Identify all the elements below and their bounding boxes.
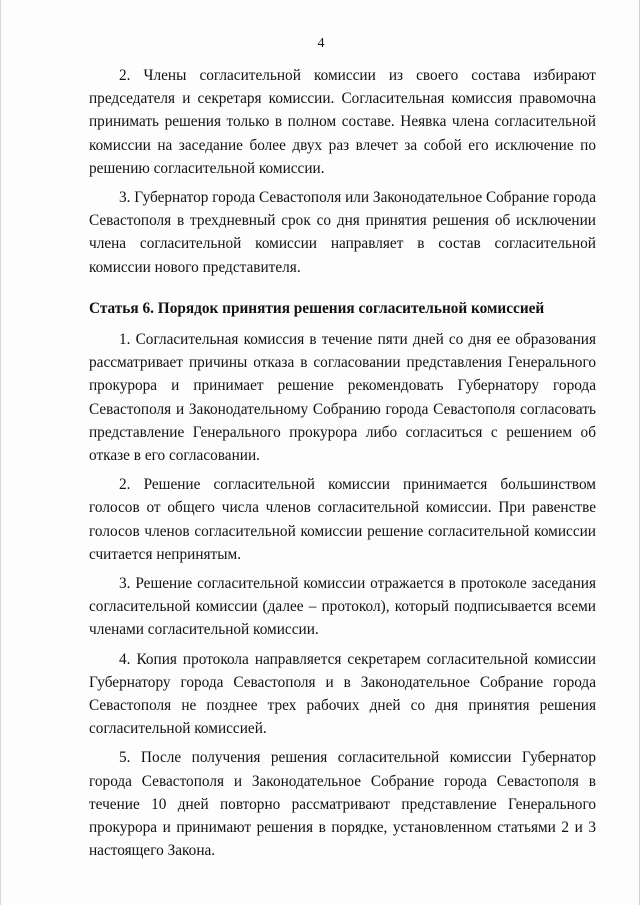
article-6-paragraph-4: 4. Копия протокола направляется секретарем согласительной комиссии Губернатору города Севастополя и в Законодательное Собрание города Севастополя не позднее трех рабочих дней со дня принятия решения согласительной комиссией. xyxy=(89,650,596,738)
article-6-paragraph-1: 1. Согласительная комиссия в течение пяти дней со дня ее образования рассматривает причины отказа в согласовании представления Генерального прокурора и принимает решение рекомендовать Губернатору города Севастополя и Законодательному Собранию города Севастополя согласовать представление Генерального прокурора либо согласиться с решением об отказе в его согласовании. xyxy=(89,331,596,465)
article-6-paragraph-3: 3. Решение согласительной комиссии отражается в протоколе заседания согласительной комиссии (далее – протокол), который подписывается всеми членами согласительной комиссии. xyxy=(89,575,596,639)
paragraph-2: 2. Члены согласительной комиссии из своего состава избирают председателя и секретаря комиссии. Согласительная комиссия правомочна принимать решения только в полном составе. Неявка члена согласительной комиссии на заседание более двух раз влечет за собой его исключение по решению согласительной комиссии. xyxy=(89,67,596,177)
paragraph-3: 3. Губернатор города Севастополя или Законодательное Собрание города Севастополя в трехдневный срок со дня принятия решения об исключении члена согласительной комиссии направляет в состав согласительной комиссии нового представителя. xyxy=(89,189,596,276)
article-6-paragraph-2: 2. Решение согласительной комиссии принимается большинством голосов от общего числа членов согласительной комиссии. При равенстве голосов членов согласительной комиссии решение согласительной комиссии считается непринятым. xyxy=(89,476,596,563)
article-6-paragraph-5: 5. После получения решения согласительной комиссии Губернатор города Севастополя и Законодательное Собрание города Севастополя в течение 10 дней повторно рассматривают представление Генерального прокурора и принимают решения в порядке, установленном статьями 2 и 3 настоящего Закона. xyxy=(89,749,596,860)
page-number: 4 xyxy=(317,36,325,51)
document-body xyxy=(89,64,596,869)
article-6-heading: Статья 6. Порядок принятия решения согласительной комиссией xyxy=(89,299,545,317)
